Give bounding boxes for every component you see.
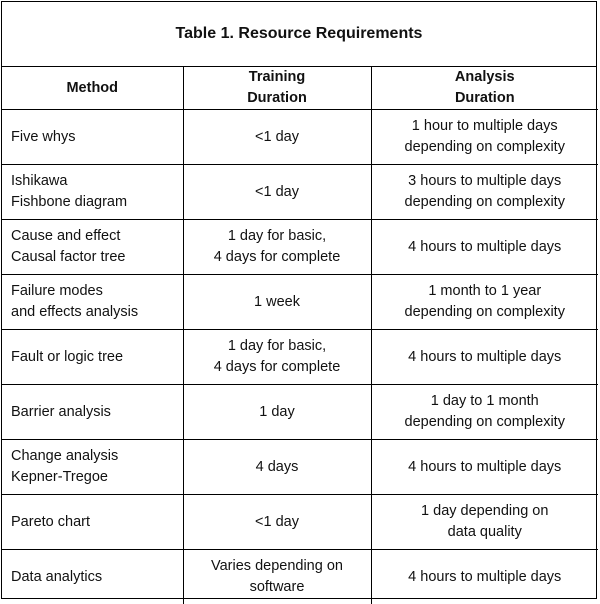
cell-analysis-duration — [371, 110, 598, 165]
cell-method — [2, 165, 183, 220]
cell-analysis-duration-line: depending on complexity — [380, 412, 591, 433]
cell-method — [2, 495, 183, 550]
cell-training-duration-line: 1 day — [192, 402, 363, 423]
table-row — [2, 330, 598, 385]
cell-analysis-duration — [371, 495, 598, 550]
cell-analysis-duration-line: 1 day to 1 month — [380, 391, 591, 412]
table-row — [2, 110, 598, 165]
cell-method-line: Kepner-Tregoe — [11, 467, 175, 488]
cell-training-duration-line: 4 days for complete — [192, 357, 363, 378]
cell-analysis-duration-line: 4 hours to multiple days — [380, 567, 591, 588]
header-method: Method — [2, 67, 183, 110]
table-row — [2, 220, 598, 275]
cell-training-duration-line: <1 day — [192, 512, 363, 533]
cell-analysis-duration-line: 4 hours to multiple days — [380, 457, 591, 478]
cell-training-duration-line: software — [192, 577, 363, 598]
cell-training-duration-line: 1 day for basic, — [192, 336, 363, 357]
header-analysis-line: Duration — [380, 88, 591, 109]
header-analysis-line: Analysis — [380, 67, 591, 88]
cell-method-line: Pareto chart — [11, 512, 175, 533]
cell-method — [2, 550, 183, 604]
cell-analysis-duration — [371, 220, 598, 275]
cell-analysis-duration — [371, 440, 598, 495]
cell-training-duration-line: 4 days — [192, 457, 363, 478]
cell-training-duration — [183, 275, 371, 330]
cell-method-line: Fishbone diagram — [11, 192, 175, 213]
resource-requirements-table — [2, 67, 598, 604]
cell-method-line: Data analytics — [11, 567, 175, 588]
cell-training-duration-line: 1 day for basic, — [192, 226, 363, 247]
table-row — [2, 550, 598, 604]
table-row — [2, 165, 598, 220]
cell-training-duration-line: 1 week — [192, 292, 363, 313]
cell-training-duration — [183, 385, 371, 440]
cell-method-line: Change analysis — [11, 446, 175, 467]
cell-analysis-duration — [371, 385, 598, 440]
cell-training-duration — [183, 110, 371, 165]
cell-method — [2, 110, 183, 165]
cell-training-duration — [183, 165, 371, 220]
cell-training-duration-line: <1 day — [192, 127, 363, 148]
cell-analysis-duration-line: 1 month to 1 year — [380, 281, 591, 302]
cell-training-duration — [183, 495, 371, 550]
cell-analysis-duration — [371, 330, 598, 385]
cell-training-duration — [183, 550, 371, 604]
table-title: Table 1. Resource Requirements — [2, 2, 596, 67]
header-training-duration — [183, 67, 371, 110]
cell-method-line: Fault or logic tree — [11, 347, 175, 368]
cell-method-line: Failure modes — [11, 281, 175, 302]
table-row — [2, 385, 598, 440]
cell-analysis-duration-line: depending on complexity — [380, 137, 591, 158]
cell-method-line: Causal factor tree — [11, 247, 175, 268]
table-header-row — [2, 67, 598, 110]
cell-analysis-duration — [371, 165, 598, 220]
cell-method-line: Ishikawa — [11, 171, 175, 192]
cell-training-duration — [183, 330, 371, 385]
cell-training-duration-line: Varies depending on — [192, 556, 363, 577]
cell-analysis-duration-line: 1 day depending on — [380, 501, 591, 522]
header-training-line: Training — [192, 67, 363, 88]
cell-method — [2, 440, 183, 495]
cell-method — [2, 275, 183, 330]
resource-requirements-table-frame — [1, 1, 597, 599]
cell-analysis-duration-line: 4 hours to multiple days — [380, 237, 591, 258]
cell-method-line: Barrier analysis — [11, 402, 175, 423]
cell-analysis-duration-line: depending on complexity — [380, 302, 591, 323]
cell-analysis-duration-line: depending on complexity — [380, 192, 591, 213]
cell-method-line: Cause and effect — [11, 226, 175, 247]
cell-analysis-duration-line: data quality — [380, 522, 591, 543]
cell-method-line: and effects analysis — [11, 302, 175, 323]
cell-analysis-duration — [371, 550, 598, 604]
cell-training-duration — [183, 220, 371, 275]
table-row — [2, 440, 598, 495]
cell-method — [2, 330, 183, 385]
cell-analysis-duration-line: 1 hour to multiple days — [380, 116, 591, 137]
cell-training-duration — [183, 440, 371, 495]
cell-method — [2, 220, 183, 275]
cell-analysis-duration — [371, 275, 598, 330]
cell-analysis-duration-line: 4 hours to multiple days — [380, 347, 591, 368]
header-analysis-duration — [371, 67, 598, 110]
table-row — [2, 275, 598, 330]
cell-training-duration-line: 4 days for complete — [192, 247, 363, 268]
cell-analysis-duration-line: 3 hours to multiple days — [380, 171, 591, 192]
cell-training-duration-line: <1 day — [192, 182, 363, 203]
header-training-line: Duration — [192, 88, 363, 109]
cell-method — [2, 385, 183, 440]
table-row — [2, 495, 598, 550]
cell-method-line: Five whys — [11, 127, 175, 148]
